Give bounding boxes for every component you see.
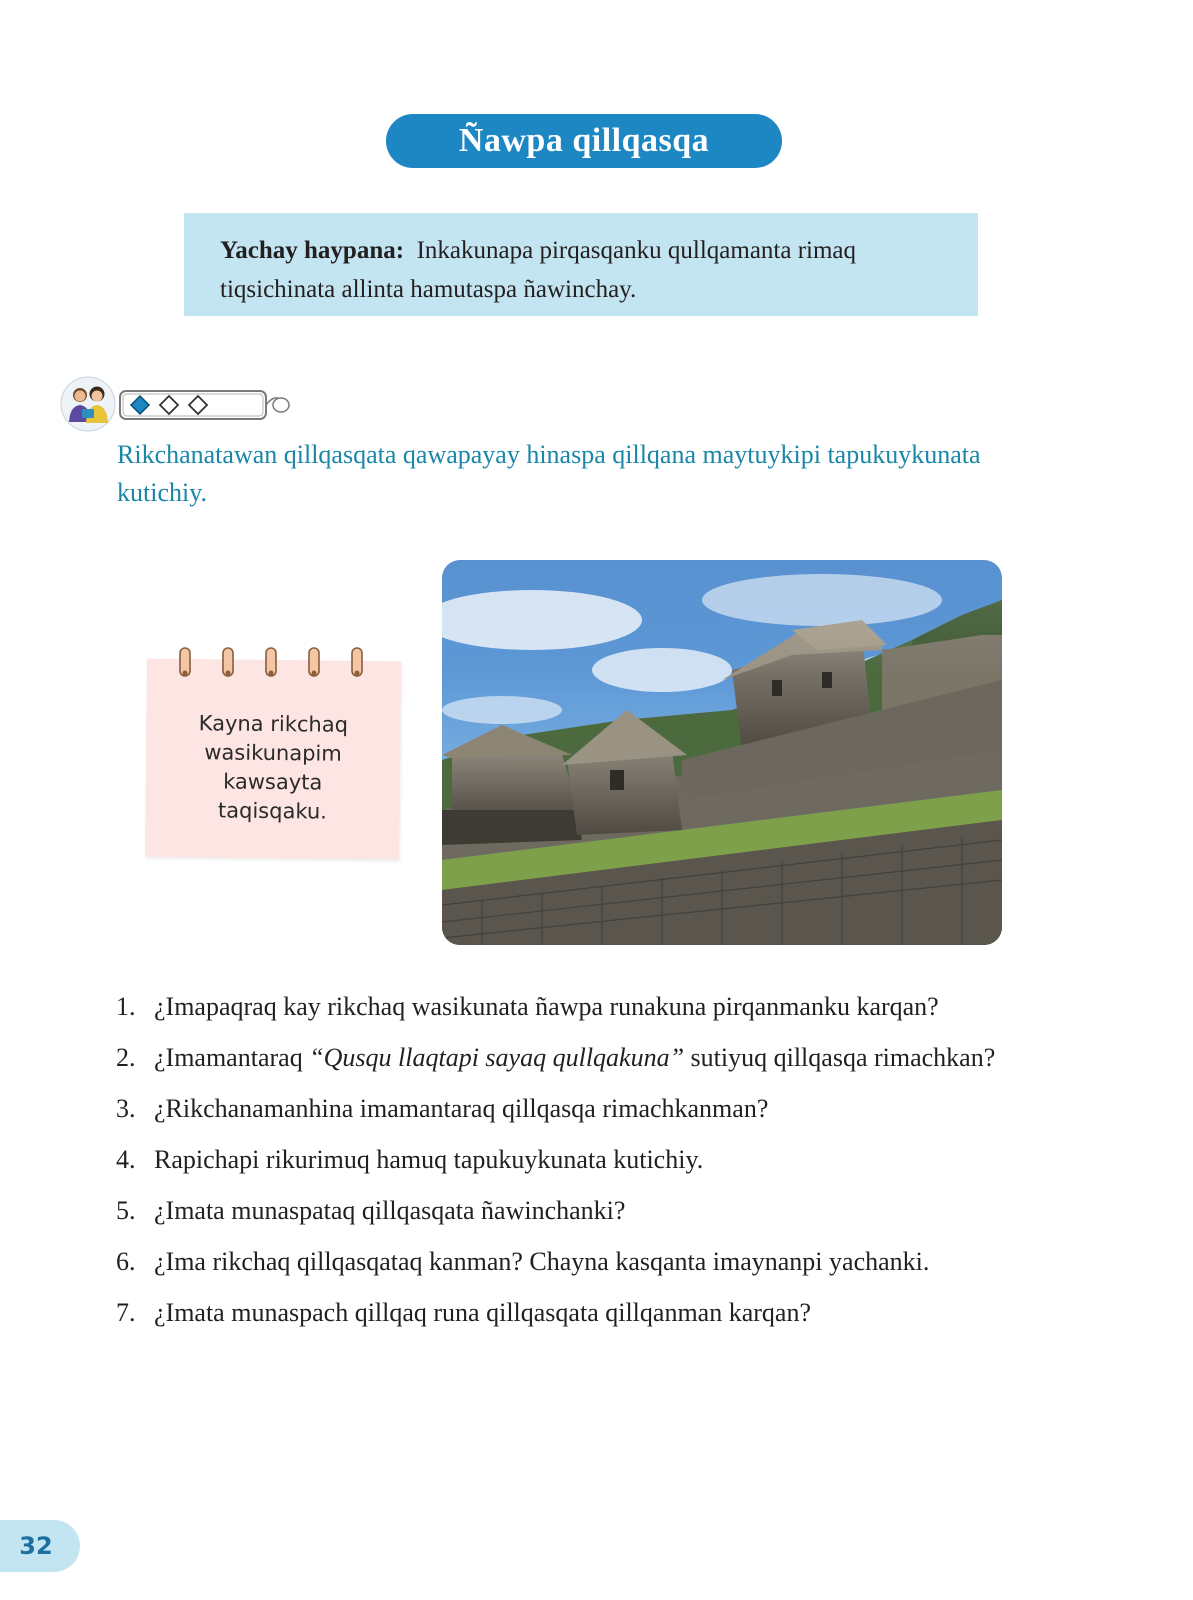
- question-number: 3.: [116, 1094, 136, 1123]
- difficulty-level-icon: [118, 388, 294, 422]
- question-number: 5.: [116, 1196, 136, 1225]
- goal-label: Yachay haypana:: [220, 237, 405, 264]
- question-number: 1.: [116, 992, 136, 1021]
- children-reading-icon: [60, 376, 116, 432]
- note-line: taqisqaku.: [217, 798, 328, 824]
- question-text: ¿Ima rikchaq qillqasqataq kanman? Chayna kasqanta imaynanpi yachanki.: [154, 1247, 930, 1276]
- note-line: Kayna rikchaq: [198, 711, 349, 737]
- sticky-note: [145, 659, 401, 860]
- notebook-rings-icon: [176, 646, 376, 682]
- question-number: 7.: [116, 1298, 136, 1327]
- note-text: [145, 709, 400, 828]
- activity-icons: [60, 376, 260, 432]
- question-item: [116, 1243, 1076, 1281]
- question-number: 6.: [116, 1247, 136, 1276]
- question-text-end: sutiyuq qillqasqa rimachkan?: [684, 1043, 996, 1072]
- question-text: ¿Imata munaspataq qillqasqata ñawinchanki?: [154, 1196, 626, 1225]
- note-line: wasikunapim: [204, 740, 342, 766]
- question-number: 4.: [116, 1145, 136, 1174]
- page-number: 32: [0, 1520, 80, 1572]
- instruction-text: Rikchanatawan qillqasqata qawapayay hinaspa qillqana maytuykipi tapukuykunata kutichiy.: [117, 440, 981, 507]
- questions-list: [116, 988, 1076, 1345]
- question-item: [116, 1141, 1076, 1179]
- question-text: ¿Imamantaraq: [154, 1043, 310, 1072]
- note-line: kawsayta: [223, 769, 323, 795]
- question-item: [116, 1294, 1076, 1332]
- question-item: [116, 988, 1076, 1026]
- goal-text: Inkakunapa pirqasqanku qullqamanta rimaq tiqsichinata allinta hamutaspa ñawinchay.: [220, 237, 857, 303]
- question-item: [116, 1192, 1076, 1230]
- question-text: ¿Imata munaspach qillqaq runa qillqasqata qillqanman karqan?: [154, 1298, 811, 1327]
- question-text: ¿Rikchanamanhina imamantaraq qillqasqa rimachkanman?: [154, 1094, 769, 1123]
- section-title: Ñawpa qillqasqa: [386, 114, 782, 168]
- question-text: Rapichapi rikurimuq hamuq tapukuykunata kutichiy.: [154, 1145, 704, 1174]
- question-item: [116, 1090, 1076, 1128]
- question-title-italic: “Qusqu llaqtapi sayaq qullqakuna”: [309, 1043, 685, 1072]
- inca-stone-houses-photo: [442, 560, 1002, 945]
- learning-goal-box: [184, 213, 978, 316]
- question-item: [116, 1039, 1076, 1077]
- question-number: 2.: [116, 1043, 136, 1072]
- question-text: ¿Imapaqraq kay rikchaq wasikunata ñawpa runakuna pirqanmanku karqan?: [154, 992, 939, 1021]
